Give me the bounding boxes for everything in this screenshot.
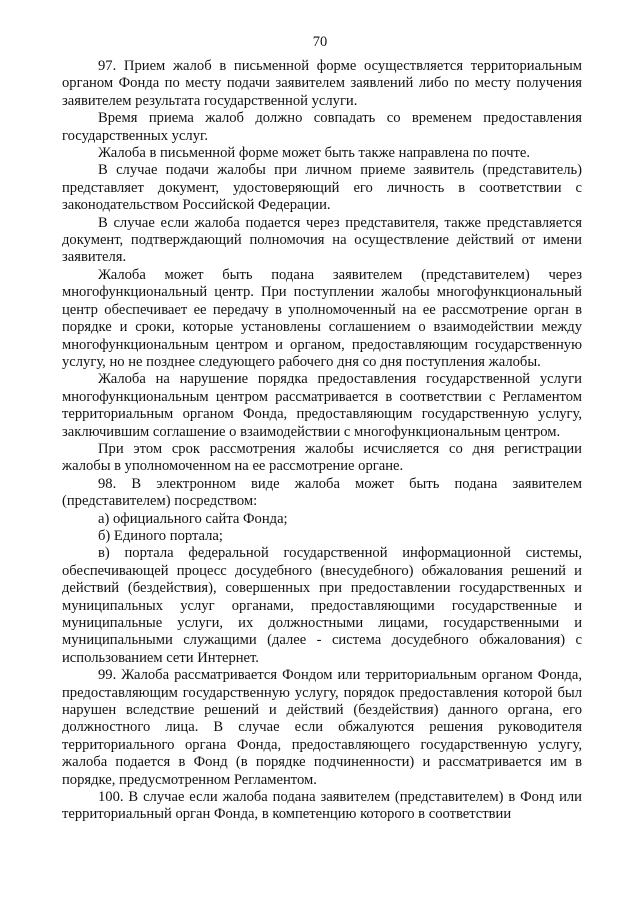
list-item-b: б) Единого портала;	[98, 527, 223, 544]
paragraph-99: 99. Жалоба рассматривается Фондом или территориальным органом Фонда, предоставляющим государственную услугу, порядок предоставления которой был нарушен вследствие решений и действий (бездействия) данного органа, его должностного лица. В случае если обжалуются решения руководителя территориального органа Фонда, предоставляющего государственную услугу, жалоба подается в Фонд (в порядке подчиненности) и рассматривается им в порядке, предусмотренном Регламентом.	[62, 667, 582, 788]
paragraph-100: 100. В случае если жалоба подана заявителем (представителем) в Фонд или территориальный орган Фонда, в компетенцию которого в соответствии	[62, 789, 582, 823]
page-number: 70	[312, 34, 328, 50]
paragraph-by-mail: Жалоба в письменной форме может быть также направлена по почте.	[98, 145, 531, 162]
list-item-v: в) портала федеральной государственной информационной системы, обеспечивающей процесс досудебного (внесудебного) обжалования решений и действий (бездействия), совершенных при предоставлении государственных и муниципальных услуг органами, предоставляющими государственные и муниципальные услуги, их должностными лицами, государственными и муниципальными служащими (далее - система досудебного обжалования) с использованием сети Интернет.	[62, 545, 582, 666]
paragraph-personal-reception: В случае подачи жалобы при личном приеме заявитель (представитель) представляет документ, удостоверяющий его личность в соответствии с законодательством Российской Федерации.	[62, 162, 582, 214]
list-item-a: а) официального сайта Фонда;	[98, 510, 288, 527]
document-body	[62, 58, 582, 824]
paragraph-complaint-time: Время приема жалоб должно совпадать со временем предоставления государственных услуг.	[62, 110, 582, 144]
paragraph-97: 97. Прием жалоб в письменной форме осуществляется территориальным органом Фонда по месту подачи заявителем заявлений либо по месту получения заявителем результата государственной услуги.	[62, 58, 582, 109]
paragraph-representative: В случае если жалоба подается через представителя, также представляется документ, подтверждающий полномочия на осуществление действий от имени заявителя.	[62, 214, 582, 266]
paragraph-review-term: При этом срок рассмотрения жалобы исчисляется со дня регистрации жалобы в уполномоченном на ее рассмотрение органе.	[62, 440, 582, 475]
paragraph-98: 98. В электронном виде жалоба может быть подана заявителем (представителем) посредством:	[62, 475, 582, 510]
paragraph-mfc-submission: Жалоба может быть подана заявителем (представителем) через многофункциональный центр. При поступлении жалобы многофункциональный центр обеспечивает ее передачу в уполномоченный на ее рассмотрение орган в порядке и сроки, которые установлены соглашением о взаимодействии между многофункциональным центром и органом, предоставляющим государственную услугу, но не позднее следующего рабочего дня со дня поступления жалобы.	[62, 266, 582, 370]
paragraph-mfc-violation: Жалоба на нарушение порядка предоставления государственной услуги многофункциональным центром рассматривается в соответствии с Регламентом территориальным органом Фонда, предоставляющим государственную услугу, заключившим соглашение о взаимодействии с многофункциональным центром.	[62, 371, 582, 440]
